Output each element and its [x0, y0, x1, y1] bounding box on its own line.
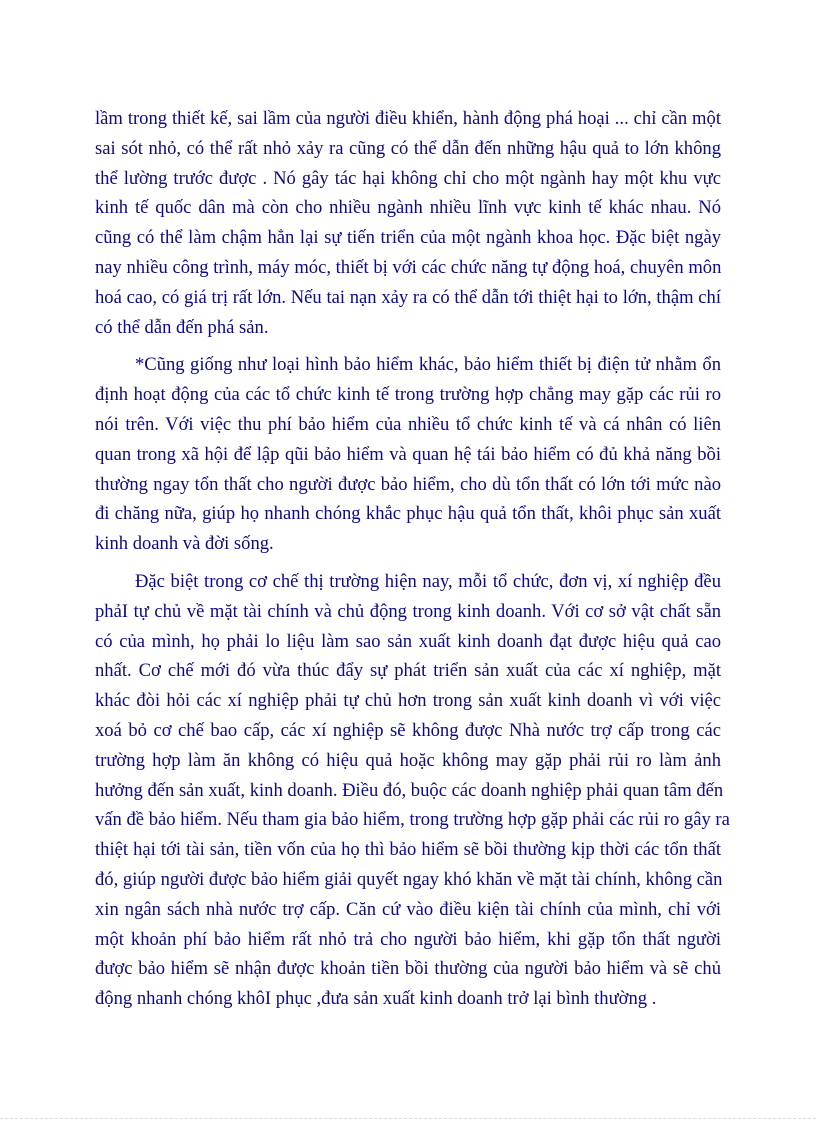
paragraph-spacing [95, 559, 721, 567]
text-line: quan trong xã hội để lập qũi bảo hiểm và quan hệ tái bảo hiểm có đủ khả năng bồi [95, 443, 721, 465]
text-line: nhất. Cơ chế mới đó vừa thúc đẩy sự phát triển sản xuất của các xí nghiệp, mặt [95, 660, 721, 682]
text-line: *Cũng giống như loại hình bảo hiểm khác, bảo hiểm thiết bị điện tử nhằm ổn [135, 354, 721, 376]
text-line: đi chăng nữa, giúp họ nhanh chóng khắc phục hậu quả tổn thất, khôi phục sản xuất [95, 503, 721, 525]
text-line: đó, giúp người được bảo hiểm giải quyết ngay khó khăn về mặt tài chính, không cần [95, 868, 723, 890]
text-line: trường hợp làm ăn không có hiệu quả hoặc không may gặp phải rủi ro làm ảnh [95, 749, 721, 771]
text-line: sai sót nhỏ, có thể rất nhỏ xảy ra cũng có thể dẫn đến những hậu quả to lớn không [95, 137, 721, 159]
paragraph [95, 350, 721, 559]
text-line: có của mình, họ phải lo liệu làm sao sản xuất kinh doanh đạt được hiệu quả cao [95, 630, 721, 652]
text-line: phảI tự chủ về mặt tài chính và chủ động trong kinh doanh. Với cơ sở vật chất sẵn [95, 600, 721, 622]
text-line: vấn đề bảo hiểm. Nếu tham gia bảo hiểm, trong trường hợp gặp phải các rủi ro gây ra [95, 809, 730, 831]
text-line: hoá cao, có giá trị rất lớn. Nếu tai nạn xảy ra có thể dẫn tới thiệt hại to lớn, thậm chí [95, 286, 721, 308]
text-line: thường ngay tổn thất cho người được bảo hiểm, cho dù tổn thất có lớn tới mức nào [95, 473, 721, 495]
paragraph [95, 567, 730, 1014]
text-line: kinh tế quốc dân mà còn cho nhiều ngành nhiều lĩnh vực kinh tế khác nhau. Nó [95, 197, 721, 219]
paragraph-spacing [95, 342, 721, 350]
paragraph [95, 104, 721, 342]
text-line: kinh doanh và đời sống. [95, 533, 274, 555]
document-body [95, 104, 730, 1014]
text-line: hưởng đến sản xuất, kinh doanh. Điều đó, buộc các doanh nghiệp phải quan tâm đến [95, 779, 724, 801]
text-line: lầm trong thiết kế, sai lầm của người điều khiển, hành động phá hoại ... chỉ cần một [95, 108, 721, 129]
text-line: cũng có thể làm chậm hẳn lại sự tiến triển của một ngành khoa học. Đặc biệt ngày [95, 227, 721, 249]
text-line: định hoạt động của các tổ chức kinh tế trong trường hợp chẳng may gặp các rủi ro [95, 384, 721, 406]
text-line: có thể dẫn đến phá sản. [95, 316, 269, 338]
text-line: động nhanh chóng khôI phục ,đưa sản xuất kinh doanh trở lại bình thường . [95, 988, 657, 1010]
text-line: một khoản phí bảo hiểm rất nhỏ trả cho người bảo hiểm, khi gặp tổn thất người [95, 928, 721, 950]
text-line: Đặc biệt trong cơ chế thị trường hiện nay, mỗi tổ chức, đơn vị, xí nghiệp đều [135, 570, 721, 592]
text-line: xoá bỏ cơ chế bao cấp, các xí nghiệp sẽ không được Nhà nước trợ cấp trong các [95, 719, 721, 741]
text-line: nay nhiều công trình, máy móc, thiết bị với các chức năng tự động hoá, chuyên môn [95, 256, 722, 278]
text-line: khác đòi hỏi các xí nghiệp phải tự chủ hơn trong sản xuất kinh doanh vì với việc [95, 690, 721, 712]
text-line: thể lường trước được . Nó gây tác hại không chỉ cho một ngành hay một khu vực [95, 167, 721, 189]
text-line: nói trên. Với việc thu phí bảo hiểm của nhiều tổ chức kinh tế và cá nhân có liên [95, 413, 721, 435]
text-line: xin ngân sách nhà nước trợ cấp. Căn cứ vào điều kiện tài chính của mình, chỉ với [95, 898, 721, 920]
text-line: thiệt hại tới tài sản, tiền vốn của họ thì bảo hiểm sẽ bồi thường kịp thời các tổn thất [95, 839, 721, 861]
text-line: được bảo hiểm sẽ nhận được khoản tiền bồi thường của người bảo hiểm và sẽ chủ [95, 958, 721, 980]
page-bottom-divider [0, 1118, 816, 1119]
